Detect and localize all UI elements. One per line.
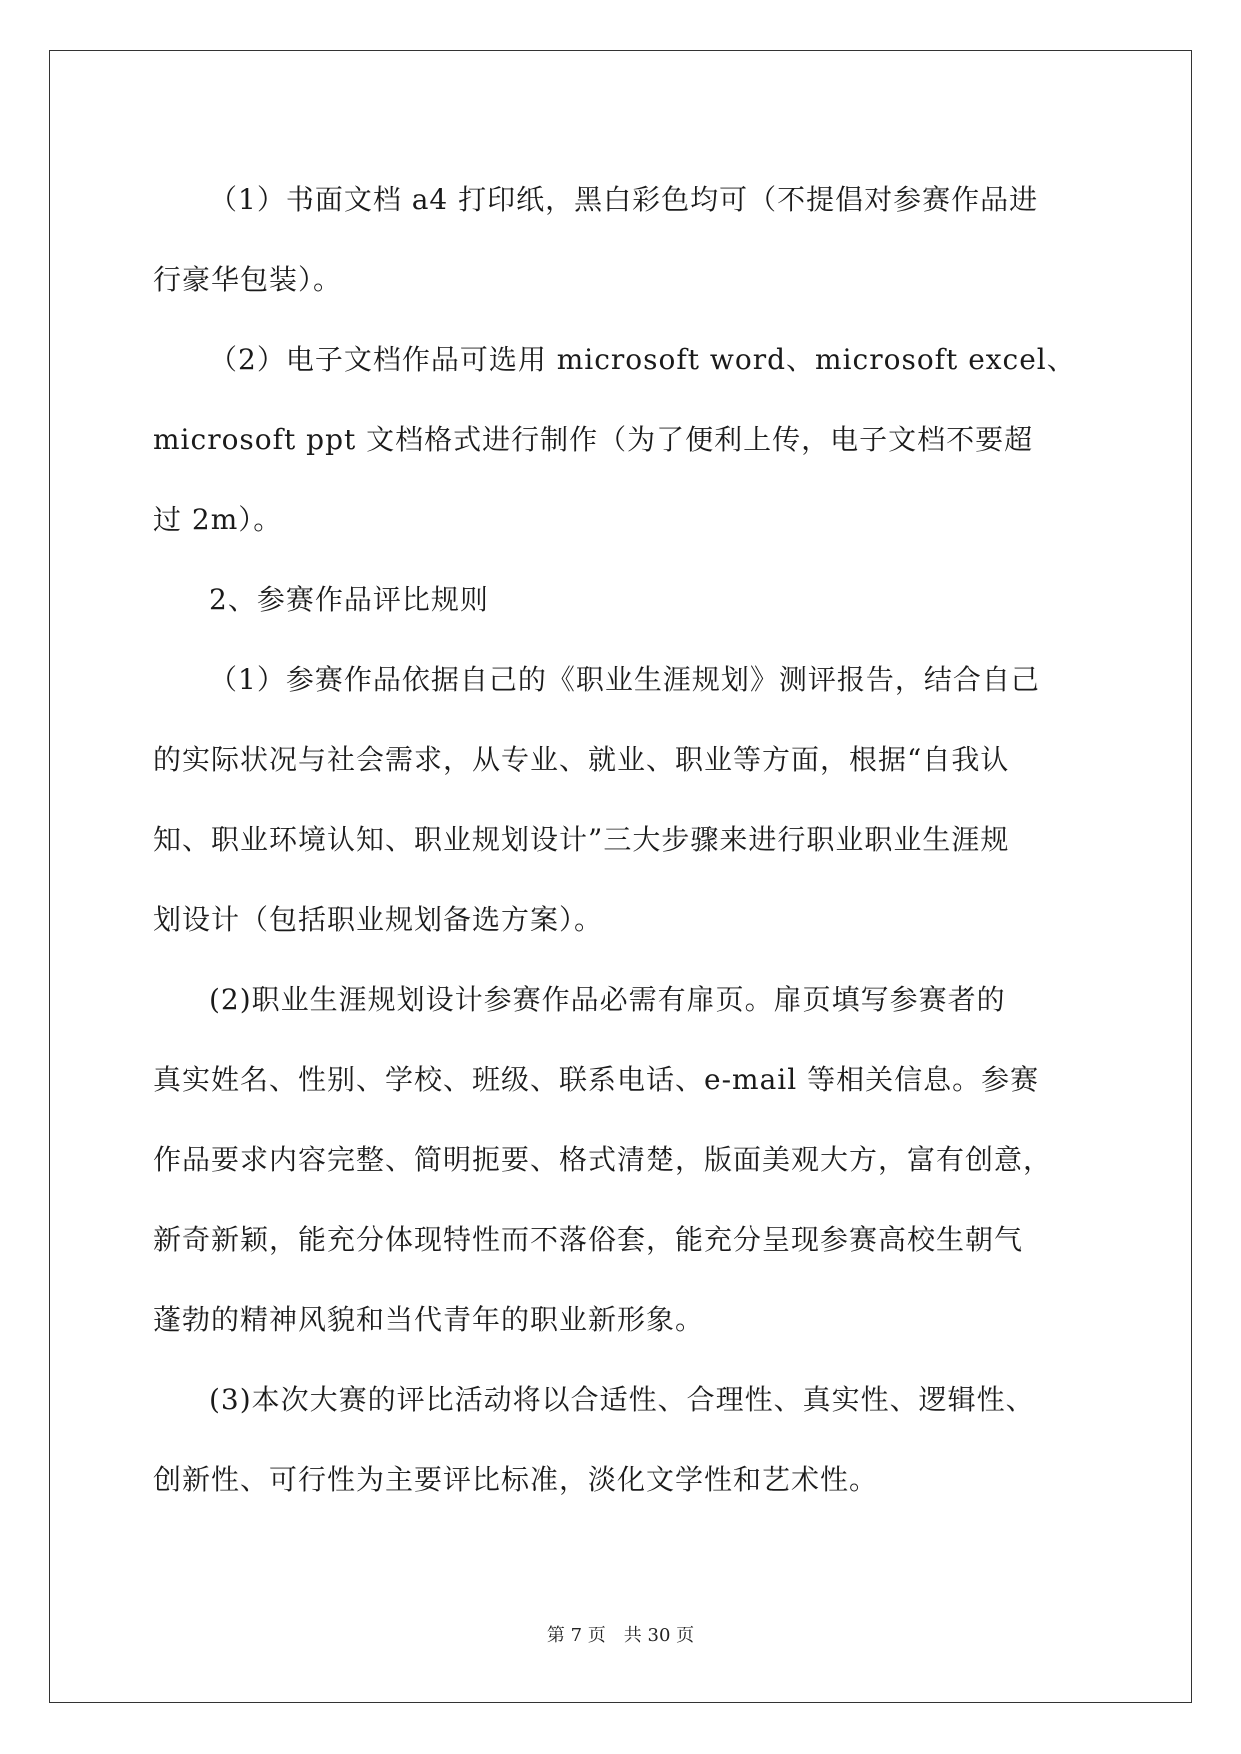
paragraph-1 (153, 160, 1093, 320)
paragraph-line: 新奇新颖，能充分体现特性而不落俗套，能充分呈现参赛高校生朝气 (153, 1223, 1024, 1256)
paragraph-line: (3)本次大赛的评比活动将以合适性、合理性、真实性、逻辑性、 (209, 1383, 1035, 1416)
paragraph-line: （1）参赛作品依据自己的《职业生涯规划》测评报告，结合自己 (209, 663, 1040, 696)
section-heading-text: 2、参赛作品评比规则 (209, 583, 489, 616)
page-footer: 第 7 页 共 30 页 (546, 1625, 695, 1646)
section-heading (153, 560, 1093, 640)
paragraph-line: （1）书面文档 a4 打印纸，黑白彩色均可（不提倡对参赛作品进 (209, 183, 1039, 216)
document-body (153, 160, 1093, 1520)
paragraph-line: 真实姓名、性别、学校、班级、联系电话、e-mail 等相关信息。参赛 (153, 1063, 1040, 1096)
paragraph-line: 的实际状况与社会需求，从专业、就业、职业等方面，根据“自我认 (153, 743, 1010, 776)
paragraph-line: 知、职业环境认知、职业规划设计”三大步骤来进行职业职业生涯规 (153, 823, 1010, 856)
paragraph-line: 作品要求内容完整、简明扼要、格式清楚，版面美观大方，富有创意， (153, 1143, 1053, 1176)
paragraph-line: microsoft ppt 文档格式进行制作（为了便利上传，电子文档不要超 (153, 423, 1034, 456)
paragraph-line: 创新性、可行性为主要评比标准，淡化文学性和艺术性。 (153, 1463, 879, 1496)
paragraph-line: 过 2m）。 (153, 503, 283, 536)
paragraph-line: (2)职业生涯规划设计参赛作品必需有扉页。扉页填写参赛者的 (209, 983, 1006, 1016)
paragraph-2 (153, 320, 1093, 560)
paragraph-line: 划设计（包括职业规划备选方案）。 (153, 903, 604, 936)
paragraph-line: 行豪华包装）。 (153, 263, 343, 296)
paragraph-line: （2）电子文档作品可选用 microsoft word、microsoft excel、 (209, 343, 1076, 376)
paragraph-3 (153, 640, 1093, 960)
paragraph-5 (153, 1360, 1093, 1520)
paragraph-4 (153, 960, 1093, 1360)
paragraph-line: 蓬勃的精神风貌和当代青年的职业新形象。 (153, 1303, 705, 1336)
